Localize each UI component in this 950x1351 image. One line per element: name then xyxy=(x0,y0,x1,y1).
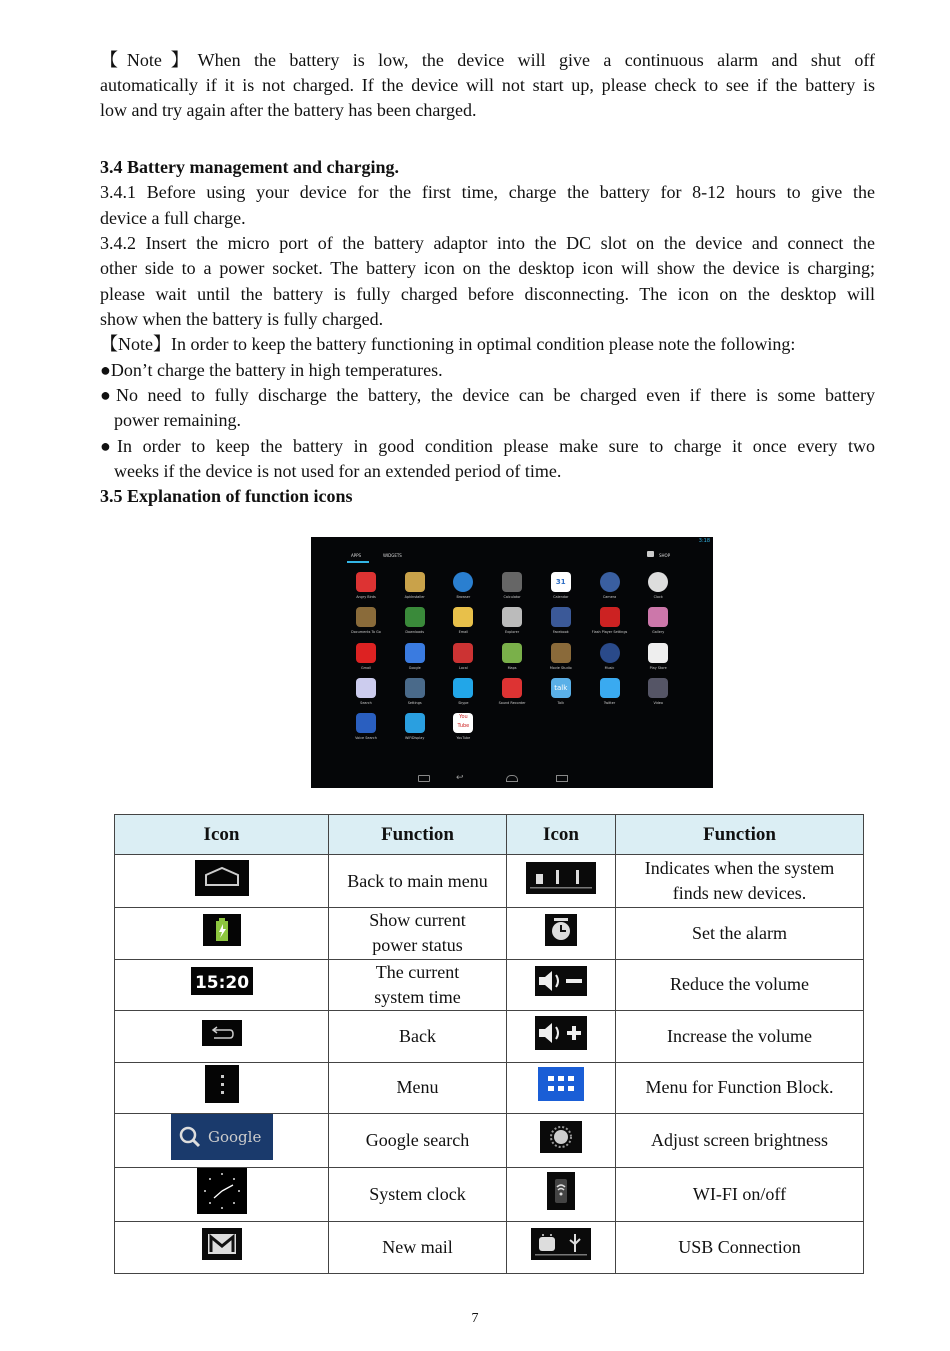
function-cell-right xyxy=(616,1222,864,1274)
icon-cell-right xyxy=(507,855,616,908)
function-text-line: Adjust screen brightness xyxy=(651,1130,828,1150)
search-icon xyxy=(356,678,376,698)
battery-charging-icon xyxy=(203,914,241,953)
wifi-icon xyxy=(547,1172,575,1217)
alarm-icon xyxy=(545,914,577,953)
icon-cell-left xyxy=(115,908,329,960)
tab-apps: APPS xyxy=(351,553,362,558)
header-function-left: Function xyxy=(329,815,507,855)
app-label: Play Store xyxy=(649,665,667,670)
header-function-right: Function xyxy=(616,815,864,855)
function-cell-right xyxy=(616,959,864,1011)
email-icon xyxy=(453,607,473,627)
function-cell-right xyxy=(616,1168,864,1222)
function-cell-right xyxy=(616,1011,864,1063)
function-text-line: The current xyxy=(375,961,460,982)
app-label: Explorer xyxy=(505,630,520,635)
function-cell-left xyxy=(329,1011,507,1063)
voice-search-icon xyxy=(356,713,376,733)
app-calculator[interactable] xyxy=(488,572,536,606)
app-browser[interactable] xyxy=(439,572,487,606)
note-2: 【Note】In order to keep the battery functioning in optimal condition please note the following: xyxy=(100,334,796,354)
app-skype[interactable] xyxy=(439,678,487,712)
nav-back-icon: ↩ xyxy=(456,773,464,783)
apkinstaller-icon xyxy=(405,572,425,592)
app-label: Gallery xyxy=(652,630,665,635)
app-label: Twitter xyxy=(603,700,616,705)
gallery-icon xyxy=(648,607,668,627)
twitter-icon xyxy=(600,678,620,698)
app-label: Music xyxy=(604,665,615,670)
bullet-2-line-2: power remaining. xyxy=(114,410,241,430)
volume-up-icon xyxy=(535,1016,587,1057)
clock-widget-icon xyxy=(197,1168,247,1221)
gmail-icon xyxy=(356,643,376,663)
time-icon xyxy=(191,967,253,1002)
youtube-icon: You Tube xyxy=(453,713,473,733)
para-3-4-2-line-3: please wait until the battery is fully charged before disconnecting. The icon on the desktop will xyxy=(100,284,875,304)
table-row xyxy=(115,1114,864,1168)
para-3-4-2-line-1: 3.4.2 Insert the micro port of the battery adaptor into the DC slot on the device and connect the xyxy=(100,233,875,253)
icon-cell-left xyxy=(115,959,329,1011)
shop-label: SHOP xyxy=(659,553,671,558)
function-text-line: Increase the volume xyxy=(667,1025,812,1046)
app-angry-birds[interactable] xyxy=(342,572,390,606)
play-store-icon xyxy=(648,643,668,663)
icon-cell-right xyxy=(507,908,616,960)
documents-to-go-icon xyxy=(356,607,376,627)
table-row xyxy=(115,1168,864,1222)
app-search[interactable] xyxy=(342,678,390,712)
app-sound-recorder[interactable] xyxy=(488,678,536,712)
app-label: Calendar xyxy=(553,595,569,599)
icon-cell-right xyxy=(507,1222,616,1274)
icon-cell-right xyxy=(507,1114,616,1168)
time-icon-text: 15:20 xyxy=(194,973,249,994)
app-email[interactable] xyxy=(439,607,487,641)
app-label: Sound Recorder xyxy=(498,700,526,705)
icon-cell-left xyxy=(115,1062,329,1114)
browser-icon xyxy=(453,572,473,592)
app-talk[interactable] xyxy=(537,678,585,712)
function-cell-right xyxy=(616,1062,864,1114)
screenshot-icon xyxy=(418,775,430,782)
app-documents-to-go[interactable] xyxy=(342,607,390,641)
local-icon xyxy=(453,643,473,663)
signal-status-icon xyxy=(526,862,596,901)
function-text-line: Google search xyxy=(365,1130,470,1150)
menu-icon xyxy=(205,1065,239,1110)
explorer-icon xyxy=(502,607,522,627)
app-label: Video xyxy=(653,700,663,705)
back-icon xyxy=(202,1020,242,1053)
bullet-1: ●Don’t charge the battery in high temperatures. xyxy=(100,360,443,380)
app-label: Flash Player Settings xyxy=(591,630,628,635)
app-explorer[interactable] xyxy=(488,607,536,641)
tab-indicator xyxy=(347,561,369,563)
function-text-line: Set the alarm xyxy=(692,922,787,943)
app-music[interactable] xyxy=(586,643,634,677)
app-local[interactable] xyxy=(439,643,487,677)
function-cell-left xyxy=(329,908,507,960)
function-text-line: Indicates when the system xyxy=(644,858,835,878)
para-3-4-1-line-2: device a full charge. xyxy=(100,208,246,228)
app-label: Gmail xyxy=(361,665,371,670)
header-icon-right: Icon xyxy=(507,815,616,855)
gmail-icon xyxy=(202,1228,242,1267)
video-icon xyxy=(648,678,668,698)
talk-icon: talk xyxy=(551,678,571,698)
function-cell-left xyxy=(329,855,507,908)
app-facebook[interactable] xyxy=(537,607,585,641)
bullet-3-line-2: weeks if the device is not used for an extended period of time. xyxy=(114,461,562,481)
function-text-line: Menu xyxy=(396,1077,439,1098)
music-icon xyxy=(600,643,620,663)
app-label: Search xyxy=(360,700,372,705)
movie-studio-icon xyxy=(551,643,571,663)
app-label: Camera xyxy=(602,595,617,599)
para-3-4-1-line-1: 3.4.1 Before using your device for the first time, charge the battery for 8-12 hours to give the xyxy=(100,182,875,202)
app-label: ApkInstaller xyxy=(404,595,425,599)
app-movie-studio[interactable] xyxy=(537,643,585,677)
app-label: Clock xyxy=(653,595,663,599)
shop-icon xyxy=(647,551,654,557)
function-cell-left xyxy=(329,1222,507,1274)
function-cell-left xyxy=(329,1114,507,1168)
icon-cell-left xyxy=(115,1114,329,1168)
function-text-line: power status xyxy=(372,935,463,956)
tab-widgets: WIDGETS xyxy=(383,553,402,558)
app-label: Maps xyxy=(507,665,517,670)
function-cell-left xyxy=(329,959,507,1011)
note-line-2: automatically if it is not charged. If the device will not start up, please check to see if the battery is xyxy=(100,75,875,95)
function-text-line: finds new devices. xyxy=(672,883,807,903)
icon-cell-right xyxy=(507,1062,616,1114)
app-label: YouTube xyxy=(456,736,471,741)
app-google[interactable] xyxy=(391,643,439,677)
app-voice-search[interactable] xyxy=(342,713,390,747)
function-text-line: WI-FI on/off xyxy=(692,1184,787,1204)
brightness-icon xyxy=(540,1121,582,1160)
note-line-3: low and try again after the battery has been charged. xyxy=(100,100,477,120)
calendar-icon: 31 xyxy=(551,572,571,592)
bullet-2-line-1: ●No need to fully discharge the battery, the device can be charged even if there is some battery xyxy=(100,385,875,405)
function-text-line: Menu for Function Block. xyxy=(645,1077,834,1098)
volume-down-icon xyxy=(535,966,587,1003)
function-text-line: Back to main menu xyxy=(347,870,488,891)
function-text-line: New mail xyxy=(382,1236,453,1257)
function-text-line: Show current xyxy=(369,910,466,931)
google-icon xyxy=(405,643,425,663)
app-camera[interactable] xyxy=(586,572,634,606)
function-cell-right xyxy=(616,1114,864,1168)
bullet-3-line-1: ●In order to keep the battery in good condition please make sure to charge it once every two xyxy=(100,436,875,456)
function-text-line: System clock xyxy=(369,1184,466,1204)
wifidisplay-icon xyxy=(405,713,425,733)
function-cell-right xyxy=(616,855,864,908)
table-row xyxy=(115,855,864,908)
para-3-4-2-line-2: other side to a power socket. The battery icon on the desktop icon will show the device is charging; xyxy=(100,258,875,278)
app-twitter[interactable] xyxy=(586,678,634,712)
app-clock[interactable] xyxy=(634,572,682,606)
para-3-4-2-line-4: show when the battery is fully charged. xyxy=(100,309,384,329)
settings-icon xyxy=(405,678,425,698)
table-row xyxy=(115,1222,864,1274)
app-maps[interactable] xyxy=(488,643,536,677)
app-label: Angry Birds xyxy=(356,595,376,599)
app-flash-player-settings[interactable] xyxy=(586,607,634,641)
app-label: Email xyxy=(458,630,469,635)
app-label: WiFiDisplay xyxy=(405,736,425,741)
google-search-icon xyxy=(171,1114,273,1167)
table-row xyxy=(115,908,864,960)
icon-cell-left xyxy=(115,855,329,908)
app-label: Documents To Go xyxy=(351,630,381,635)
table-row xyxy=(115,1062,864,1114)
app-gallery[interactable] xyxy=(634,607,682,641)
angry-birds-icon xyxy=(356,572,376,592)
app-label: Movie Studio xyxy=(549,665,572,670)
maps-icon xyxy=(502,643,522,663)
app-label: Local xyxy=(458,665,468,670)
app-label: Skype xyxy=(458,700,469,705)
function-text-line: system time xyxy=(374,986,461,1007)
app-label: Downloads xyxy=(405,630,424,635)
function-text-line: Back xyxy=(399,1025,436,1046)
app-label: Google xyxy=(408,665,421,670)
nav-home-icon xyxy=(506,775,518,782)
section-heading-3-4: 3.4 Battery management and charging. xyxy=(100,157,399,177)
table-row xyxy=(115,1011,864,1063)
clock-icon xyxy=(648,572,668,592)
app-label: Browser xyxy=(456,595,471,599)
header-icon-left: Icon xyxy=(115,815,329,855)
function-text-line: USB Connection xyxy=(678,1236,801,1257)
apps-grid-icon xyxy=(538,1067,584,1108)
app-label: Facebook xyxy=(552,630,569,635)
icon-cell-left xyxy=(115,1011,329,1063)
icon-cell-right xyxy=(507,1168,616,1222)
app-downloads[interactable] xyxy=(391,607,439,641)
app-apkinstaller[interactable] xyxy=(391,572,439,606)
camera-icon xyxy=(600,572,620,592)
app-gmail[interactable] xyxy=(342,643,390,677)
nav-recent-icon xyxy=(556,775,568,782)
icon-cell-left xyxy=(115,1222,329,1274)
app-youtube[interactable] xyxy=(439,713,487,747)
facebook-icon xyxy=(551,607,571,627)
home-icon xyxy=(195,860,249,903)
skype-icon xyxy=(453,678,473,698)
app-drawer-screenshot xyxy=(311,537,713,788)
flash-player-settings-icon xyxy=(600,607,620,627)
app-settings[interactable] xyxy=(391,678,439,712)
note-line-1: 【Note】When the battery is low, the device will give a continuous alarm and shut off xyxy=(100,50,875,70)
page-number: 7 xyxy=(471,1311,479,1326)
app-label: Calculator xyxy=(503,595,521,599)
function-cell-left xyxy=(329,1062,507,1114)
function-cell-left xyxy=(329,1168,507,1222)
calculator-icon xyxy=(502,572,522,592)
app-play-store[interactable] xyxy=(634,643,682,677)
downloads-icon xyxy=(405,607,425,627)
sound-recorder-icon xyxy=(502,678,522,698)
function-cell-right xyxy=(616,908,864,960)
google-logo-text: Google xyxy=(207,1128,261,1146)
status-time: 3:18 xyxy=(698,538,710,544)
app-label: Voice Search xyxy=(355,736,377,741)
app-calendar[interactable] xyxy=(537,572,585,606)
icon-cell-right xyxy=(507,1011,616,1063)
app-video[interactable] xyxy=(634,678,682,712)
function-icons-table xyxy=(114,814,864,1274)
app-label: Talk xyxy=(557,700,565,705)
usb-icon xyxy=(531,1228,591,1267)
table-row xyxy=(115,959,864,1011)
app-label: Settings xyxy=(407,700,422,705)
icon-cell-right xyxy=(507,959,616,1011)
function-text-line: Reduce the volume xyxy=(670,974,809,995)
icon-cell-left xyxy=(115,1168,329,1222)
app-wifidisplay[interactable] xyxy=(391,713,439,747)
section-heading-3-5: 3.5 Explanation of function icons xyxy=(100,486,353,506)
